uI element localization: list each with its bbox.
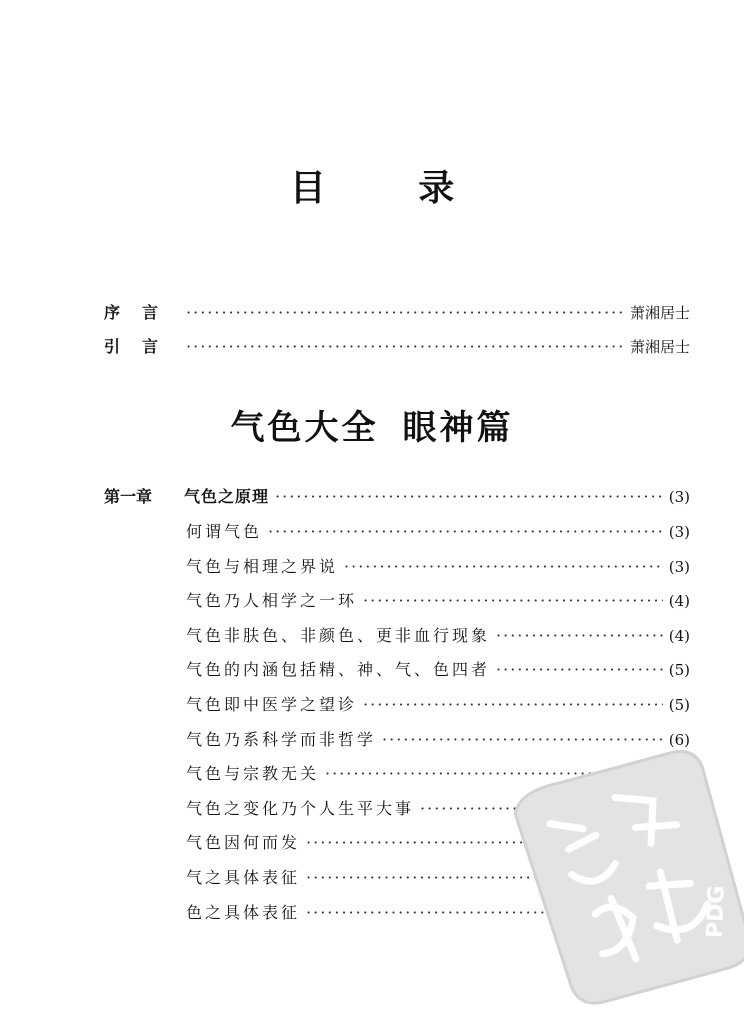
page-ref: (3) — [668, 523, 690, 541]
leader-dots — [496, 626, 663, 645]
front-matter-label: 引言 — [104, 337, 181, 356]
toc-entry-title: 何谓气色 — [186, 522, 263, 541]
page-ref: (3) — [668, 557, 690, 576]
leader-dots — [496, 660, 663, 679]
toc-entry-title: 气色因何而发 — [186, 833, 301, 853]
toc-entry-title: 气色即中医学之望诊 — [186, 694, 358, 714]
section-title-part: 眼神篇 — [402, 408, 514, 448]
page-ref: (4) — [668, 626, 690, 645]
page-ref: (4) — [668, 592, 690, 611]
page-title: 目 录 — [289, 168, 495, 209]
toc-entry-title: 气色非肤色、非颜色、更非血行现象 — [186, 625, 491, 645]
toc-entry-title: 气色之变化乃个人生平大事 — [186, 798, 415, 818]
section-title-part: 气色大全 — [230, 408, 379, 448]
leader-dots — [363, 591, 663, 610]
toc-entry-title: 气色乃系科学而非哲学 — [186, 729, 377, 749]
leader-dots — [275, 487, 663, 506]
toc-entry[interactable] — [186, 623, 690, 658]
watermark-stamp — [510, 740, 744, 1010]
section-title — [0, 400, 744, 449]
front-matter-label: 序言 — [104, 303, 181, 322]
toc-entry[interactable] — [186, 692, 690, 727]
leader-dots — [363, 695, 663, 714]
front-matter-author: 萧湘居士 — [629, 338, 690, 356]
leader-dots — [186, 303, 624, 322]
chapter-title: 气色之原理 — [184, 487, 270, 506]
toc-entry[interactable] — [186, 588, 690, 623]
chapter-heading — [104, 484, 690, 516]
toc-entry[interactable] — [186, 554, 690, 589]
toc-entry-title: 气之具体表征 — [186, 867, 301, 887]
toc-entry[interactable] — [186, 519, 690, 554]
front-matter-row[interactable] — [104, 334, 690, 368]
page-ref: (6) — [668, 730, 690, 749]
watermark-text: PDG — [702, 885, 730, 939]
toc-entry-title: 气色的内涵包括精、神、气、色四者 — [186, 660, 491, 680]
toc-entry-title: 气色与宗教无关 — [186, 764, 320, 784]
chapter-label: 第一章 — [104, 487, 153, 506]
toc-entry[interactable] — [186, 657, 690, 692]
chapter-row[interactable] — [104, 484, 690, 516]
leader-dots — [186, 337, 624, 356]
leader-dots — [268, 522, 663, 541]
page-ref: (5) — [668, 661, 690, 680]
front-matter-author: 萧湘居士 — [629, 304, 690, 322]
toc-entry-title: 色之具体表征 — [186, 902, 301, 922]
page-ref: (3) — [668, 488, 690, 506]
toc-entry-title: 气色与相理之界说 — [186, 556, 339, 576]
toc-entry-title: 气色乃人相学之一环 — [186, 591, 358, 611]
front-matter-row[interactable] — [104, 300, 690, 334]
leader-dots — [344, 557, 663, 576]
page-ref: (5) — [668, 695, 690, 714]
front-matter-list — [104, 300, 690, 368]
